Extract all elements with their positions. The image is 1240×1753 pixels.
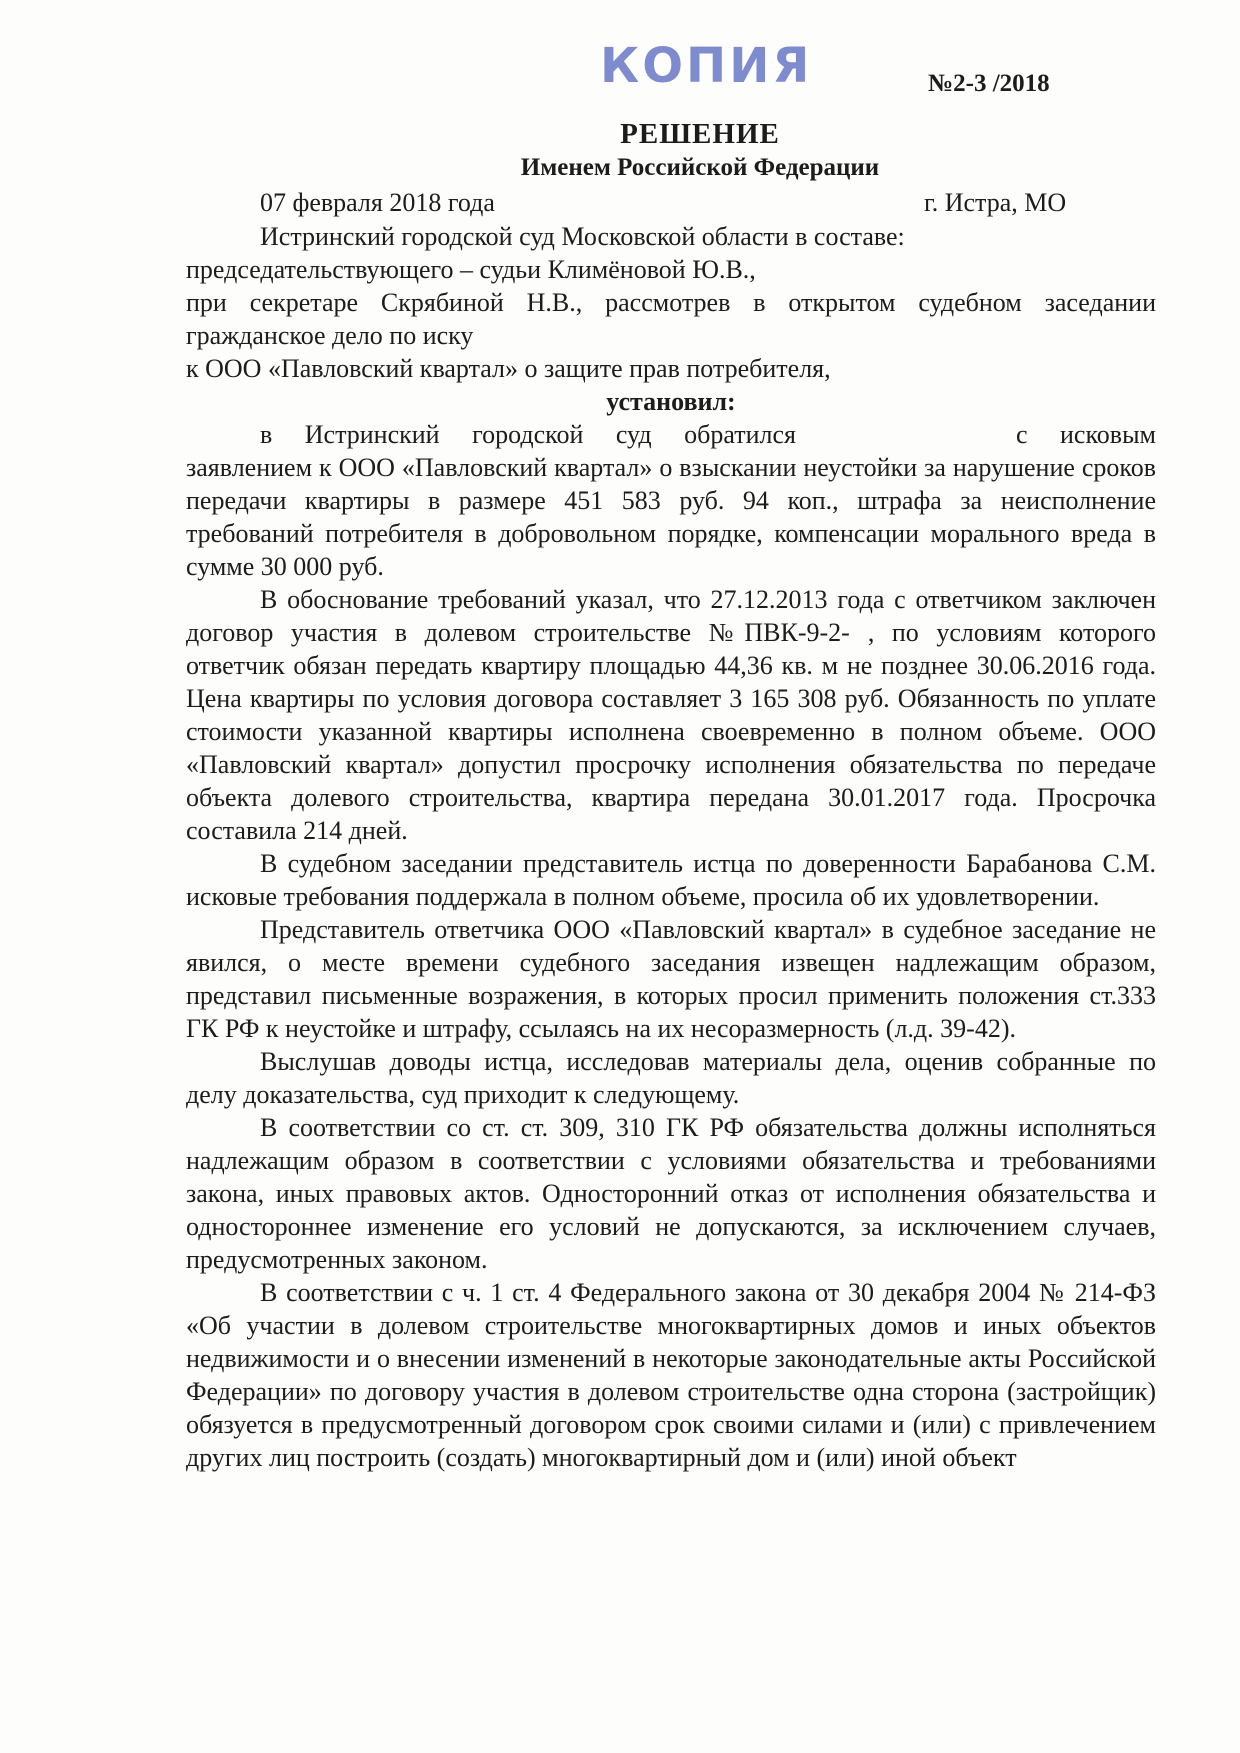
paragraph-3: В судебном заседании представитель истца по доверенности Барабанова С.М. исковые требования поддержала в полном объеме, просила об их удовлетворении. [186,849,1156,911]
intro-subject: к ООО «Павловский квартал» о защите прав потребителя, [186,354,831,383]
intro-judge: председательствующего – судьи Климёновой Ю.В., [186,255,756,284]
decision-date: 07 февраля 2018 года [260,188,495,217]
section-heading: установил: [606,387,736,416]
case-number: №2-3 /2018 [928,70,1050,97]
paragraph-5: Выслушав доводы истца, исследовав материалы дела, оценив собранные по делу доказательства, суд приходит к следующему. [186,1047,1156,1109]
document-subtitle: Именем Российской Федерации [520,154,880,181]
decision-city: г. Истра, МО [924,188,1067,217]
paragraph-4: Представитель ответчика ООО «Павловский квартал» в судебное заседание не явился, о месте времени судебного заседания извещен надлежащим образом, представил письменные возражения, в которых просил применить положения ст.333 ГК РФ к неустойке и штрафу, ссылаясь на их несоразмерность (л.д. 39-42). [186,915,1156,1043]
intro-secretary: при секретаре Скрябиной Н.В., рассмотрев в открытом судебном заседании гражданское дело по иску [186,288,1156,350]
paragraph-2-start: В обоснование требований указал, что 27.12.2013 года с ответчиком заключен договор участия в долевом строительстве №ПВК-9-2- [186,585,1156,647]
paragraph-1-start: в Истринский городской суд обратился [260,420,796,449]
paragraph-2-end: , по условиям которого ответчик обязан передать квартиру площадью 44,36 кв. м не позднее 30.06.2016 года. Цена квартиры по условия договора составляет 3 165 308 руб. Обязанность по уплате стоимости указанной квартиры исполнена своевременно в полном объеме. ООО «Павловский квартал» допустил просрочку исполнения обязательства по передаче объекта долевого строительства, квартира передана 30.01.2017 года. Просрочка составила 214 дней. [186,618,1156,845]
intro-court: Истринский городской суд Московской области в составе: [260,222,905,251]
paragraph-1-end: с исковым заявлением к ООО «Павловский квартал» о взыскании неустойки за нарушение сроков передачи квартиры в размере 451 583 руб. 94 коп., штрафа за неисполнение требований потребителя в добровольном порядке, компенсации морального вреда в сумме 30 000 руб. [186,420,1156,581]
paragraph-1 [186,418,1156,583]
document-title: РЕШЕНИЕ [620,118,780,150]
copy-stamp: КОПИЯ [600,38,813,94]
paragraph-2 [186,583,1156,847]
paragraph-7: В соответствии с ч. 1 ст. 4 Федерального закона от 30 декабря 2004 № 214-ФЗ «Об участии в долевом строительстве многоквартирных домов и иных объектов недвижимости и о внесении изменений в некоторые законодательные акты Российской Федерации» по договору участия в долевом строительстве одна сторона (застройщик) обязуется в предусмотренный договором срок своими силами и (или) с привлечением других лиц построить (создать) многоквартирный дом и (или) иной объект [186,1278,1156,1472]
document-body [186,220,1156,1474]
paragraph-6: В соответствии со ст. ст. 309, 310 ГК РФ обязательства должны исполняться надлежащим образом в соответствии с условиями обязательства и требованиями закона, иных правовых актов. Односторонний отказ от исполнения обязательства и одностороннее изменение его условий не допускаются, за исключением случаев, предусмотренных законом. [186,1113,1156,1274]
